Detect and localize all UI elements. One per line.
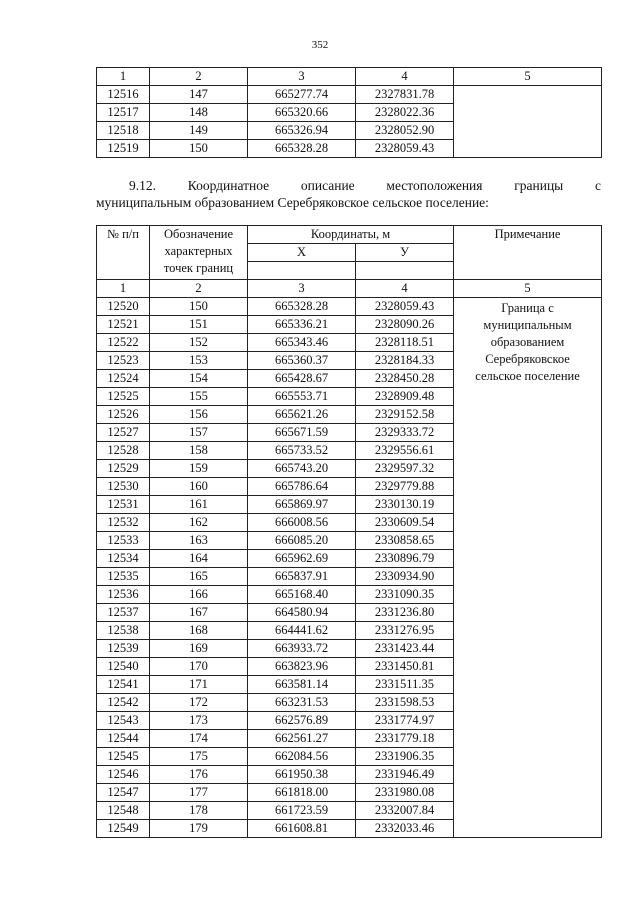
coord-y: 2331906.35: [356, 748, 454, 766]
coord-y: 2327831.78: [356, 86, 454, 104]
coord-x: 665671.59: [248, 424, 356, 442]
section-heading-line2: муниципальным образованием Серебряковское сельское поселение:: [96, 195, 489, 210]
coord-x: 665328.28: [248, 298, 356, 316]
point-designation: 168: [150, 622, 248, 640]
coord-y: 2331423.44: [356, 640, 454, 658]
coord-y: 2330130.19: [356, 496, 454, 514]
note-line: сельское поселение: [475, 369, 580, 383]
coord-y: 2330858.65: [356, 532, 454, 550]
coord-y: 2329152.58: [356, 406, 454, 424]
point-designation: 166: [150, 586, 248, 604]
point-designation: 161: [150, 496, 248, 514]
coord-y: 2329779.88: [356, 478, 454, 496]
point-designation: 176: [150, 766, 248, 784]
row-number: 12537: [97, 604, 150, 622]
coord-x: 665869.97: [248, 496, 356, 514]
point-designation: 164: [150, 550, 248, 568]
table-row: [97, 86, 602, 104]
point-designation: 165: [150, 568, 248, 586]
row-number: 12539: [97, 640, 150, 658]
row-number: 12540: [97, 658, 150, 676]
coord-x: 665168.40: [248, 586, 356, 604]
row-number: 12546: [97, 766, 150, 784]
coord-x: 664580.94: [248, 604, 356, 622]
coord-x: 665336.21: [248, 316, 356, 334]
coord-y: 2328090.26: [356, 316, 454, 334]
coord-y: 2328059.43: [356, 140, 454, 158]
coord-x: 661818.00: [248, 784, 356, 802]
coord-x: 663933.72: [248, 640, 356, 658]
table-row: [97, 298, 602, 316]
coordinates-table-continued: [96, 67, 602, 158]
coord-y: 2329556.61: [356, 442, 454, 460]
point-designation: 152: [150, 334, 248, 352]
column-number: 5: [454, 68, 602, 86]
coord-y: 2331980.08: [356, 784, 454, 802]
point-designation: 167: [150, 604, 248, 622]
row-number: 12525: [97, 388, 150, 406]
coord-y: 2328450.28: [356, 370, 454, 388]
coord-y: 2331598.53: [356, 694, 454, 712]
point-designation: 147: [150, 86, 248, 104]
point-designation: 172: [150, 694, 248, 712]
row-number: 12528: [97, 442, 150, 460]
column-number: 3: [248, 280, 356, 298]
section-heading-line1: [96, 177, 601, 195]
coord-x: 665320.66: [248, 104, 356, 122]
point-designation: 162: [150, 514, 248, 532]
coord-x: 665837.91: [248, 568, 356, 586]
point-designation: 148: [150, 104, 248, 122]
point-designation: 174: [150, 730, 248, 748]
row-number: 12524: [97, 370, 150, 388]
coord-y: 2332033.46: [356, 820, 454, 838]
coord-y: 2332007.84: [356, 802, 454, 820]
coord-x: 661723.59: [248, 802, 356, 820]
coord-y: 2328022.36: [356, 104, 454, 122]
coord-y: 2330896.79: [356, 550, 454, 568]
point-designation: 177: [150, 784, 248, 802]
header-designation-line: Обозначение: [163, 227, 234, 241]
coord-x: 662561.27: [248, 730, 356, 748]
coord-y: 2331774.97: [356, 712, 454, 730]
coord-x: 662084.56: [248, 748, 356, 766]
point-designation: 154: [150, 370, 248, 388]
coord-x: 665326.94: [248, 122, 356, 140]
row-number: 12548: [97, 802, 150, 820]
row-number: 12538: [97, 622, 150, 640]
coord-y: 2328118.51: [356, 334, 454, 352]
coord-x: 663231.53: [248, 694, 356, 712]
row-number: 12532: [97, 514, 150, 532]
coord-y: 2329333.72: [356, 424, 454, 442]
point-designation: 178: [150, 802, 248, 820]
coord-x: 665343.46: [248, 334, 356, 352]
point-designation: 155: [150, 388, 248, 406]
point-designation: 151: [150, 316, 248, 334]
row-number: 12522: [97, 334, 150, 352]
coord-y: 2331779.18: [356, 730, 454, 748]
row-number: 12544: [97, 730, 150, 748]
header-note: Примечание: [454, 226, 602, 280]
coord-y: 2331090.35: [356, 586, 454, 604]
row-number: 12521: [97, 316, 150, 334]
row-number: 12519: [97, 140, 150, 158]
row-number: 12518: [97, 122, 150, 140]
point-designation: 153: [150, 352, 248, 370]
row-number: 12517: [97, 104, 150, 122]
row-number: 12530: [97, 478, 150, 496]
coord-y: 2331236.80: [356, 604, 454, 622]
page-number: 352: [311, 39, 329, 51]
row-number: 12533: [97, 532, 150, 550]
coord-y: 2331450.81: [356, 658, 454, 676]
note-line: образованием: [490, 335, 565, 349]
point-designation: 150: [150, 298, 248, 316]
heading-word: границы: [514, 178, 564, 193]
row-number: 12529: [97, 460, 150, 478]
coord-x: 661608.81: [248, 820, 356, 838]
coord-x: 663581.14: [248, 676, 356, 694]
row-number: 12523: [97, 352, 150, 370]
coord-x: 666008.56: [248, 514, 356, 532]
row-number: 12542: [97, 694, 150, 712]
coord-x: 665743.20: [248, 460, 356, 478]
column-number: 5: [454, 280, 602, 298]
point-designation: 163: [150, 532, 248, 550]
header-xy-spacer: [356, 262, 454, 280]
header-coordinates: Координаты, м: [248, 226, 454, 244]
point-designation: 169: [150, 640, 248, 658]
header-designation-line: точек границ: [163, 261, 234, 275]
point-designation: 170: [150, 658, 248, 676]
point-designation: 173: [150, 712, 248, 730]
coord-x: 661950.38: [248, 766, 356, 784]
heading-word: с: [595, 178, 601, 193]
note-cell: [454, 86, 602, 158]
row-number: 12543: [97, 712, 150, 730]
row-number: 12534: [97, 550, 150, 568]
coord-x: 665786.64: [248, 478, 356, 496]
row-number: 12531: [97, 496, 150, 514]
coord-x: 665277.74: [248, 86, 356, 104]
coord-x: 665328.28: [248, 140, 356, 158]
row-number: 12516: [97, 86, 150, 104]
column-number-row: [97, 280, 602, 298]
column-number: 1: [97, 280, 150, 298]
row-number: 12547: [97, 784, 150, 802]
coord-y: 2330934.90: [356, 568, 454, 586]
header-x: Х: [248, 244, 356, 262]
row-number: 12545: [97, 748, 150, 766]
column-number: 1: [97, 68, 150, 86]
coord-x: 665360.37: [248, 352, 356, 370]
coord-y: 2328184.33: [356, 352, 454, 370]
header-y: У: [356, 244, 454, 262]
column-number: 4: [356, 68, 454, 86]
column-number: 4: [356, 280, 454, 298]
coordinates-table: [96, 225, 602, 838]
coord-y: 2328052.90: [356, 122, 454, 140]
column-number-row: [97, 68, 602, 86]
coord-x: 663823.96: [248, 658, 356, 676]
point-designation: 175: [150, 748, 248, 766]
point-designation: 171: [150, 676, 248, 694]
coord-x: 665621.26: [248, 406, 356, 424]
heading-word: Координатное: [187, 178, 270, 193]
note-line: муниципальным: [483, 318, 572, 332]
header-designation: [150, 226, 248, 280]
point-designation: 156: [150, 406, 248, 424]
point-designation: 157: [150, 424, 248, 442]
coord-x: 665733.52: [248, 442, 356, 460]
row-number: 12535: [97, 568, 150, 586]
header-designation-line: характерных: [164, 244, 233, 258]
heading-word: местоположения: [386, 178, 483, 193]
row-number: 12520: [97, 298, 150, 316]
row-number: 12527: [97, 424, 150, 442]
coord-y: 2328059.43: [356, 298, 454, 316]
coord-x: 665553.71: [248, 388, 356, 406]
column-number: 2: [150, 68, 248, 86]
row-number: 12536: [97, 586, 150, 604]
row-number: 12526: [97, 406, 150, 424]
coord-x: 665428.67: [248, 370, 356, 388]
row-number: 12549: [97, 820, 150, 838]
point-designation: 158: [150, 442, 248, 460]
coord-x: 666085.20: [248, 532, 356, 550]
column-number: 3: [248, 68, 356, 86]
header-xy-spacer: [248, 262, 356, 280]
coord-x: 662576.89: [248, 712, 356, 730]
heading-word: 9.12.: [129, 178, 156, 193]
coord-y: 2328909.48: [356, 388, 454, 406]
point-designation: 149: [150, 122, 248, 140]
point-designation: 160: [150, 478, 248, 496]
coord-y: 2331946.49: [356, 766, 454, 784]
coord-y: 2330609.54: [356, 514, 454, 532]
heading-word: описание: [300, 178, 355, 193]
note-line: Серебряковское: [485, 352, 570, 366]
coord-x: 664441.62: [248, 622, 356, 640]
coord-x: 665962.69: [248, 550, 356, 568]
header-number: № п/п: [97, 226, 150, 280]
row-number: 12541: [97, 676, 150, 694]
note-cell: [454, 298, 602, 838]
coord-y: 2331276.95: [356, 622, 454, 640]
point-designation: 150: [150, 140, 248, 158]
coord-y: 2329597.32: [356, 460, 454, 478]
note-line: Граница с: [501, 301, 554, 315]
coord-y: 2331511.35: [356, 676, 454, 694]
point-designation: 179: [150, 820, 248, 838]
column-number: 2: [150, 280, 248, 298]
point-designation: 159: [150, 460, 248, 478]
